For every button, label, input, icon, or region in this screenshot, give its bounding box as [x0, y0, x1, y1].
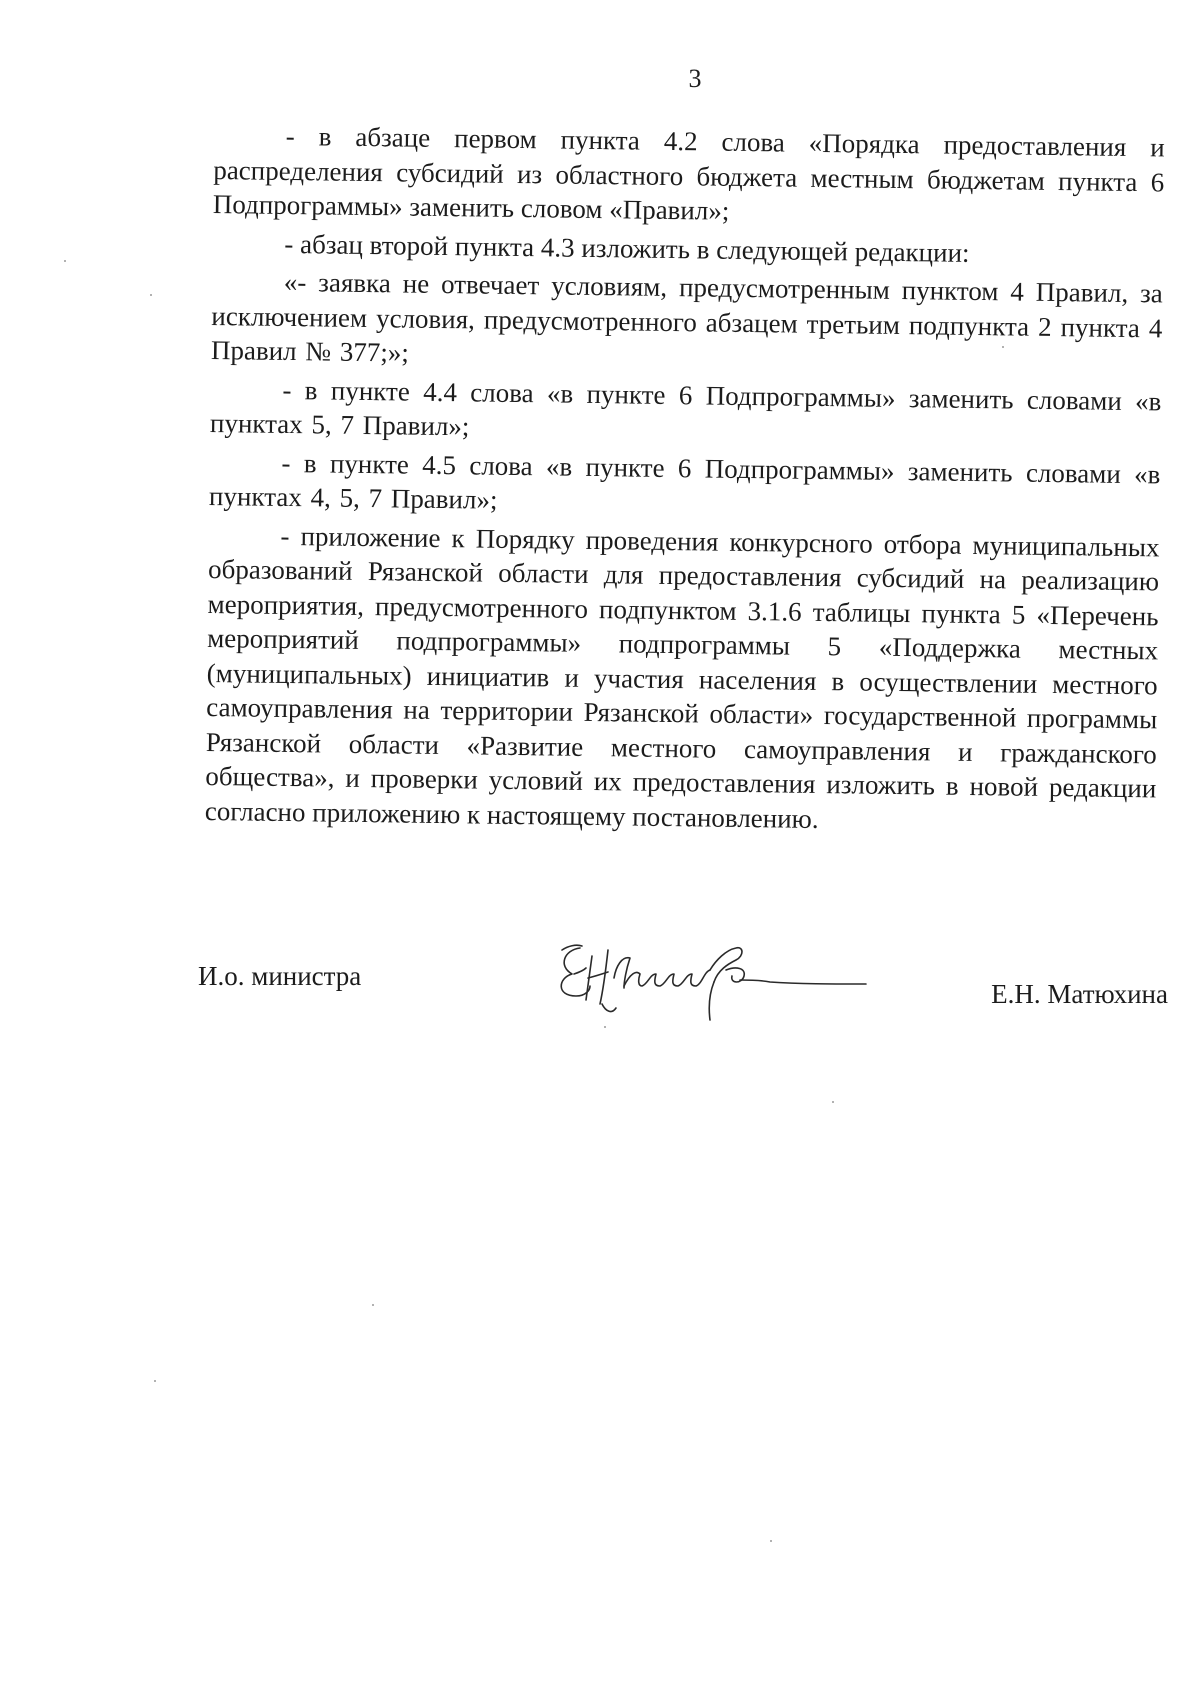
scan-speck [770, 1540, 772, 1542]
signature-block [198, 930, 1168, 1040]
paragraph-item-4-5: - в пункте 4.5 слова «в пункте 6 Подпрограммы» заменить словами «в пунктах 4, 5, 7 Правил»; [208, 447, 1161, 515]
page-number: 3 [688, 64, 702, 93]
scan-speck [604, 1026, 606, 1028]
paragraph-item-4-3-quote: «- заявка не отвечает условиям, предусмотренным пунктом 4 Правил, за исключением условия, предусмотренного абзацем третьим подпункта 2 пункта 4 Правил № 377;»; [210, 266, 1163, 368]
paragraph-item-appendix: - приложение к Порядку проведения конкурсного отбора муниципальных образований Рязанской области для предоставления субсидий на реализацию мероприятия, предусмотренного подпунктом 3.1.6 таблицы пункта 5 «Перечень мероприятий подпрограммы» подпрограммы 5 «Поддержка местных (муниципальных) инициатив и участия населения в осуществлении местного самоуправления на территории Рязанской области» государственной программы Рязанской области «Развитие местного самоуправления и гражданского общества», и проверки условий их предоставления изложить в новой редакции согласно приложению к настоящему постановлению. [204, 520, 1160, 834]
paragraph-item-4-2: - в абзаце первом пункта 4.2 слова «Порядка предоставления и распределения субсидий из областного бюджета местным бюджетам пункта 6 Подпрограммы» заменить словом «Правил»; [212, 120, 1165, 226]
scan-speck [150, 294, 152, 296]
scan-speck [832, 1101, 834, 1103]
scan-speck [1002, 346, 1004, 348]
document-body [205, 118, 1165, 844]
handwritten-signature [550, 930, 870, 1030]
scan-speck [372, 1304, 374, 1306]
signatory-position: И.о. министра [198, 961, 362, 991]
paragraph-item-4-3-heading: - абзац второй пункта 4.3 изложить в следующей редакции: [284, 228, 970, 268]
scan-speck [64, 260, 66, 262]
paragraph-item-4-4: - в пункте 4.4 слова «в пункте 6 Подпрограммы» заменить словами «в пунктах 5, 7 Правил»; [209, 374, 1162, 442]
scan-speck [154, 1380, 156, 1382]
signatory-name: Е.Н. Матюхина [991, 979, 1168, 1009]
